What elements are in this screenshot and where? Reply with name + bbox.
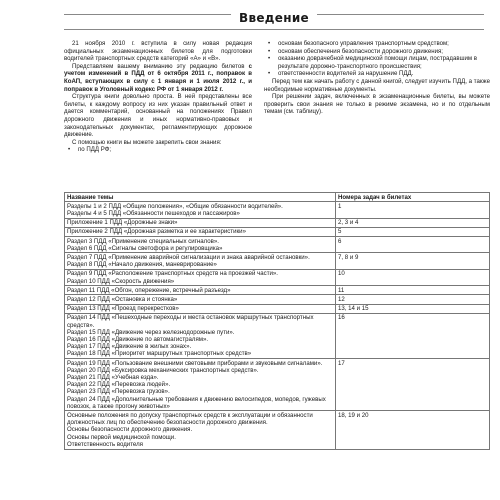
table-header-row (65, 193, 490, 202)
table-row (65, 286, 490, 295)
left-column (64, 40, 252, 154)
table-row (65, 359, 490, 411)
task-numbers-cell: 17 (336, 359, 490, 411)
right-column (264, 40, 490, 116)
topic-line: Раздел 9 ПДД «Расположение транспортных средств на проезжей части». (67, 270, 278, 278)
table-row (65, 202, 490, 218)
topic-line: Раздел 14 ПДД «Пешеходные переходы и места остановок маршрутных транспортных средств». (67, 314, 314, 329)
topic-cell (65, 313, 336, 358)
prepare-paragraph: Перед тем как начать работу с данной книгой, следует изучить ПДД, а также необходимые нормативные документы. (264, 77, 490, 93)
topic-cell (65, 202, 336, 218)
title-rule (64, 11, 484, 30)
task-numbers-cell: 12 (336, 295, 490, 304)
topic-line: Раздел 17 ПДД «Движение в жилых зонах». (67, 343, 192, 351)
bullet-item: • оказанию доврачебной медицинской помощи лицам, пострадавшим в результате дорожно-транспортного происшествия; (264, 55, 490, 70)
table-row (65, 313, 490, 358)
topic-line: Раздел 3 ПДД «Применение специальных сигналов». (67, 237, 219, 245)
topic-line: Раздел 16 ПДД «Движение по автомагистралям». (67, 335, 209, 343)
task-numbers-cell: 2, 3 и 4 (336, 218, 490, 227)
topic-line: Раздел 19 ПДД «Пользование внешними световыми приборами и звуковыми сигналами». (67, 359, 323, 367)
table-row (65, 218, 490, 227)
structure-paragraph: Структура книги довольно проста. В ней представлены все билеты, к каждому вопросу из них указан правильный ответ и дается комментарий, основанный на положениях Правил дорожного движения и иных нормативно-правовых и законодательных документах, регламентирующих дорожное движение. (64, 93, 252, 139)
tasks-paragraph: При решении задач, включенных в экзаменационные билеты, вы можете проверить свои знания не только в режиме экзамена, но и по отдельным темам (см. таблицу). (264, 93, 490, 116)
table-row (65, 269, 490, 285)
page-title: Введение (231, 11, 317, 25)
topic-cell (65, 359, 336, 411)
topic-line: Раздел 22 ПДД «Перевозка людей». (67, 381, 171, 389)
topic-line: Ответственность водителя (67, 440, 143, 448)
topic-cell (65, 304, 336, 313)
topic-line: Основы первой медицинской помощи. (67, 433, 176, 441)
topic-line: Раздел 15 ПДД «Движение через железнодорожные пути». (67, 328, 235, 336)
intro-paragraph: 21 ноября 2010 г. вступила в силу новая редакция официальных экзаменационных билетов для подготовки водителей транспортных средств категорий «А» и «В». (64, 40, 252, 63)
table-row (65, 237, 490, 253)
topic-line: Раздел 20 ПДД «Буксировка механических транспортных средств». (67, 366, 259, 374)
skills-intro: С помощью книги вы можете закрепить свои знания: (72, 138, 222, 146)
topic-line: Раздел 18 ПДД «Приоритет маршрутных транспортных средств» (67, 350, 252, 358)
topic-line: Раздел 13 ПДД «Проезд перекрестков» (67, 305, 179, 313)
topic-cell (65, 237, 336, 253)
bullet-item: • ответственности водителей за нарушение ПДД. (264, 70, 490, 78)
task-numbers-cell: 13, 14 и 15 (336, 304, 490, 313)
bullet-item: • по ПДД РФ; (64, 146, 252, 154)
header-topic: Название темы (65, 193, 336, 202)
topic-cell (65, 411, 336, 449)
topic-line: Раздел 12 ПДД «Остановка и стоянка» (67, 295, 178, 303)
topic-cell (65, 218, 336, 227)
bullet-item: • основам безопасного управления транспортным средством; (264, 40, 490, 48)
topic-cell (65, 253, 336, 269)
topic-line: Раздел 11 ПДД «Обгон, опережение, встречный разъезд» (67, 286, 231, 294)
edition-bold-text: с учетом изменений в ПДД от 6 октября 2011 г., поправок в КоАП, вступающих в силу с 1 января и 1 июля 2012 г., и поправок в Уголовный кодекс РФ от 1 января 2012 г. (64, 62, 252, 93)
task-numbers-cell: 7, 8 и 9 (336, 253, 490, 269)
topic-cell (65, 227, 336, 236)
table-row (65, 304, 490, 313)
task-numbers-cell: 5 (336, 227, 490, 236)
topic-line: Разделы 1 и 2 ПДД «Общие положения», «Общие обязанности водителей». (67, 202, 283, 210)
topic-line: Приложение 1 ПДД «Дорожные знаки» (67, 219, 178, 227)
topics-table (64, 192, 490, 450)
topic-cell (65, 269, 336, 285)
topic-line: Приложение 2 ПДД «Дорожная разметка и ее характеристики» (67, 228, 246, 236)
topic-line: Раздел 10 ПДД «Скорость движения» (67, 277, 175, 285)
table-row (65, 295, 490, 304)
topic-cell (65, 295, 336, 304)
table-row (65, 411, 490, 449)
task-numbers-cell: 16 (336, 313, 490, 358)
task-numbers-cell: 1 (336, 202, 490, 218)
task-numbers-cell: 18, 19 и 20 (336, 411, 490, 449)
topic-line: Раздел 24 ПДД «Дополнительные требования к движению велосипедов, мопедов, гужевых повозок, а также прогону животных» (67, 395, 326, 410)
header-task-numbers: Номера задач в билетах (336, 193, 490, 202)
bullet-item: • основам обеспечения безопасности дорожного движения; (264, 48, 490, 56)
topic-line: Разделы 4 и 5 ПДД «Обязанности пешеходов и пассажиров» (67, 209, 240, 217)
topic-line: Раздел 7 ПДД «Применение аварийной сигнализации и знака аварийной остановки». (67, 253, 310, 261)
task-numbers-cell: 11 (336, 286, 490, 295)
edition-text: Представляем вашему вниманию эту редакцию билетов (72, 62, 245, 70)
topic-line: Основы безопасности дорожного движения. (67, 426, 193, 434)
topic-line: Раздел 6 ПДД «Сигналы светофора и регулировщика» (67, 244, 223, 252)
topic-line: Раздел 23 ПДД «Перевозка грузов». (67, 388, 170, 396)
topic-line: Раздел 8 ПДД «Начало движения, маневрирование» (67, 261, 217, 269)
topic-line: Основные положения по допуску транспортных средств к эксплуатации и обязанности должностных лиц по обеспечению безопасности дорожного движения. (67, 411, 313, 427)
table-row (65, 227, 490, 236)
topic-cell (65, 286, 336, 295)
task-numbers-cell: 6 (336, 237, 490, 253)
topic-line: Раздел 21 ПДД «Учебная езда». (67, 373, 159, 381)
task-numbers-cell: 10 (336, 269, 490, 285)
table-row (65, 253, 490, 269)
edition-paragraph (64, 63, 252, 93)
